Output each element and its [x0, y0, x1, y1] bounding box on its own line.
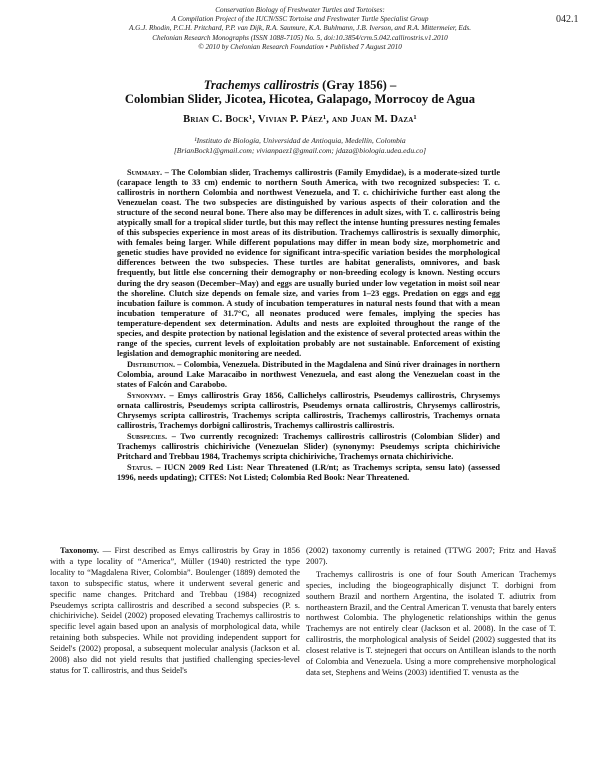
header-line: Chelonian Research Monographs (ISSN 1088-7105) No. 5, doi:10.3854/crm.5.042.callirostris.v1.2010 — [152, 33, 448, 42]
summary-label: Summary. — [127, 168, 163, 177]
authors-text: Brian C. Bock¹, Vivian P. Páez¹, and Juan M. Daza¹ — [183, 114, 417, 125]
author-list — [60, 114, 540, 125]
header-line: Conservation Biology of Freshwater Turtles and Tortoises: — [215, 6, 385, 14]
taxonomy-continued: (2002) taxonomy currently is retained (TTWG 2007; Fritz and Havaš 2007). — [306, 546, 556, 566]
taxonomy-paragraph — [50, 546, 300, 677]
body-column-left — [50, 546, 300, 677]
page-number: 042.1 — [556, 14, 579, 25]
synonymy-text: – Emys callirostris Gray 1856, Callichelys callirostris, Pseudemys callirostris, Chrysemys ornata callirostris, Pseudemys scripta callirostris, Pseudemys ornata callirostris, Chrysemys callirostris, Chrysemys scripta callirostris, Trachemys scripta callirostris, Trachemys callirostris, Trachemys ornata callirostris, Trachemys dorbigni callirostris, Trachemys callirostris callirostris. — [117, 391, 500, 431]
title-species: Trachemys callirostris — [203, 78, 320, 92]
body-column-right — [306, 546, 556, 679]
abstract-block — [117, 168, 500, 483]
distribution-text: – Colombia, Venezuela. Distributed in the Magdalena and Sinú river drainages in northern Colombia, around Lake Maracaibo in northwest Venezuela, and east along the Venezuelan coast in the states of Falcón and Carabobo. — [117, 359, 500, 389]
title-authority: (Gray 1856) – — [319, 78, 397, 92]
affiliation-institution: ¹Instituto de Biología, Universidad de Antioquia, Medellín, Colombia — [194, 136, 406, 145]
affiliation-emails: [BrianBock1@gmail.com; vivianpaez1@gmail.com; jdaza@biologia.udea.edu.co] — [173, 146, 427, 155]
distribution-paragraph — [117, 360, 500, 390]
taxonomy-heading: Taxonomy. — [60, 546, 100, 555]
summary-text: – The Colombian slider, Trachemys callirostris (Family Emydidae), is a moderate-sized turtle (carapace length to 33 cm) endemic to northern South America, with two recognized subspecies: T. c. callirostris in northern Colombia and northwest Venezuela, and T. c. chichiriviche further east along the Venezuelan coast. The two subspecies are distinguished by various aspects of their coloration and the structure of the second neural bone. There also may be differences in adult sizes, with T. c. callirostris being atypically small for a tropical slider turtle, but this may reflect the intense hunting pressures nesting females of this subspecies experience in most areas of its distribution. Trachemys callirostris is sexually dimorphic, with females being larger. While different populations may differ in mean body size, morphometric and genetic studies have provided no evidence for significant intra-specific variation besides the morphological differences between the two subspecies. These turtles are habitat generalists, omnivores, and bask frequently, but little else concerning their demography or non-breeding ecology is known. Nesting occurs during the dry season (December–May) and eggs are usually buried under low vegetation in moist soil near the shoreline. Clutch size depends on female size, and varies from 1–23 eggs. Predation on eggs and egg incubation failure is common. A study of incubation temperatures in natural nests found that with a mean incubation temperature of 31.7°C, all neonates produced were females, implying the species has temperature-dependent sex determination. Adults and nests are exploited throughout the range of the species, and despite protection by national legislation and the existence of several protected areas within the range of the species, current levels of exploitation probably are not sustainable. Enforcement of existing legislation and demographic monitoring are needed. — [117, 168, 500, 358]
status-paragraph — [117, 463, 500, 483]
taxonomy-text: — First described as Emys callirostris by Gray in 1856 with a type locality of “America”, Müller (1940) restricted the type locality to “Magdalena River, Colombia”. Boulenger (1889) demoted the taxon to subspecific status, where it underwent several generic and specific name changes. Pritchard and Trebbau (1984) recognized Pseudemys scripta callirostris and described a second subspecies (P. s. chichiriviche). Seidel (2002) proposed elevating Trachemys callirostris to specific level again based upon an analysis of morphological data, while retaining both subspecies. While not providing independent support for Seidel's (2002) proposal, a subsequent molecular analysis (Jackson et al. 2008) also did not yield results that justified challenging species-level status for T. callirostris, and thus Seidel's — [50, 546, 300, 675]
subspecies-label: Subspecies. — [127, 432, 168, 442]
summary-paragraph — [117, 168, 500, 359]
distribution-label: Distribution. — [127, 359, 176, 369]
article-title — [60, 78, 540, 106]
status-text: – IUCN 2009 Red List: Near Threatened (LR/nt; as Trachemys scripta, sensu lato) (assessed 1996, needs updating); CITES: Not Listed; Colombia Red Book: Near Threatened. — [117, 463, 500, 483]
affiliation — [60, 136, 540, 156]
header-line: © 2010 by Chelonian Research Foundation • Published 7 August 2010 — [198, 42, 402, 51]
relationships-paragraph: Trachemys callirostris is one of four South American Trachemys species, including the biogeographically disjunct T. dorbigni from southern Brazil and northern Argentina, the isolated T. adiutrix from northeastern Brazil, and the Central American T. venusta that barely enters northwest Colombia. The phylogenetic relationships within the genus Trachemys are not entirely clear (Jackson et al. 2008). In the case of T. callirostris, the morphological analysis of Seidel (2002) suggested that its closest relative is T. stejnegeri that occurs on Antillean islands to the north of Colombia and Venezuela. Using a more comprehensive morphological data set, Stephens and Weins (2003) identified T. venusta as the — [306, 569, 556, 677]
title-common-names: Colombian Slider, Jicotea, Hicotea, Galapago, Morrocoy de Agua — [124, 92, 476, 106]
header-line: A Compilation Project of the IUCN/SSC Tortoise and Freshwater Turtle Specialist Group — [171, 15, 429, 24]
synonymy-paragraph — [117, 391, 500, 431]
status-label: Status. — [127, 463, 153, 473]
synonymy-label: Synonymy. — [127, 391, 166, 401]
subspecies-text: – Two currently recognized: Trachemys callirostris callirostris (Colombian Slider) and Trachemys callirostris chichiriviche (Venezuelan Slider) (synonymy: Pseudemys scripta chichiriviche Pritchard and Trebbau 1984, Trachemys scripta chichiriviche, Trachemys ornata chichiriviche. — [117, 432, 500, 462]
subspecies-paragraph — [117, 432, 500, 462]
header-line: A.G.J. Rhodin, P.C.H. Pritchard, P.P. van Dijk, R.A. Saumure, K.A. Buhlmann, J.B. Iverson, and R.A. Mittermeier, Eds. — [128, 24, 472, 33]
journal-header — [60, 6, 540, 52]
